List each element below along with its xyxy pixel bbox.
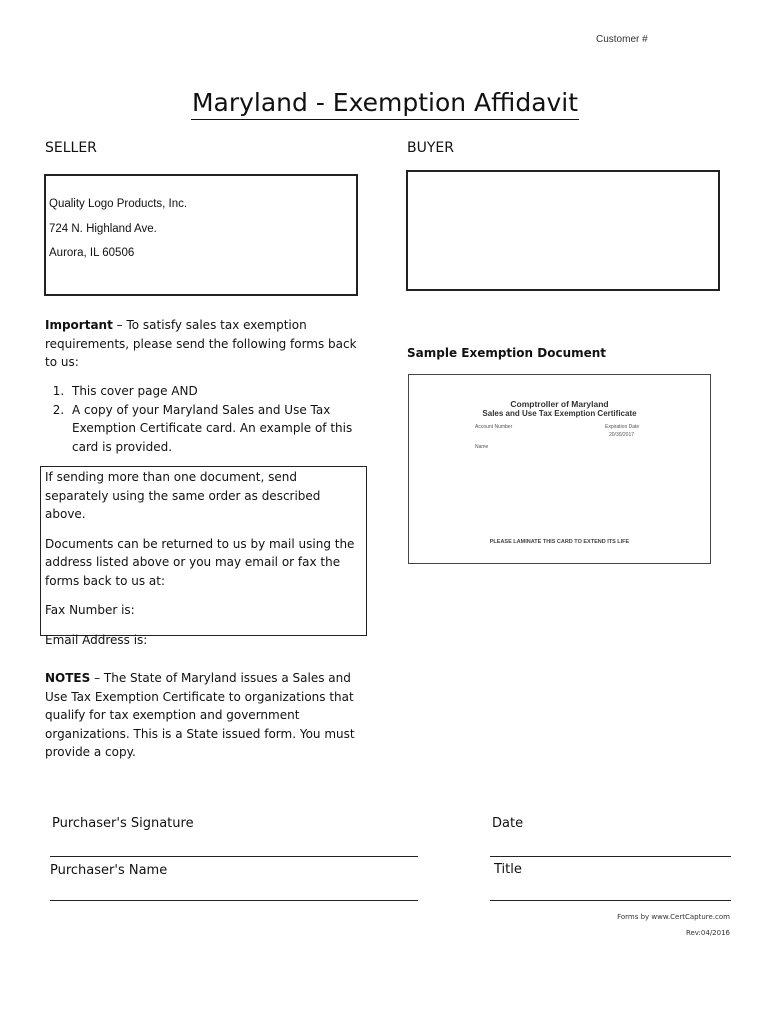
seller-line-street: 724 N. Highland Ave. <box>49 222 157 235</box>
sample-exemption-card <box>408 374 711 564</box>
return-methods-note: Documents can be returned to us by mail using the address listed above or you may email or fax the forms back to us at: <box>45 536 355 588</box>
purchaser-signature-label: Purchaser's Signature <box>52 816 194 831</box>
page-title-text: Maryland - Exemption Affidavit <box>191 88 579 120</box>
buyer-label: BUYER <box>407 140 454 156</box>
email-address-label: Email Address is: <box>45 632 148 647</box>
customer-number-label: Customer # <box>596 34 648 45</box>
purchaser-name-line[interactable] <box>50 900 418 901</box>
seller-line-company: Quality Logo Products, Inc. <box>49 198 188 210</box>
seller-address-box <box>44 174 358 296</box>
separate-documents-note: If sending more than one document, send separately using the same order as described above. <box>45 470 321 521</box>
card-laminate-notice: PLEASE LAMINATE THIS CARD TO EXTEND ITS LIFE <box>489 539 630 545</box>
purchaser-name-label: Purchaser's Name <box>50 863 168 878</box>
forms-by-credit: Forms by www.CertCapture.com <box>617 913 730 921</box>
important-lead: Important <box>45 318 113 332</box>
notes-lead: NOTES <box>45 671 91 685</box>
title-line[interactable] <box>490 900 731 901</box>
purchaser-signature-line[interactable] <box>50 856 418 857</box>
seller-label: SELLER <box>45 140 97 156</box>
revision-date: Rev:04/2016 <box>685 929 730 937</box>
important-paragraph <box>45 316 365 372</box>
sample-document-label: Sample Exemption Document <box>407 346 607 360</box>
return-instructions-box <box>40 466 367 647</box>
required-forms-list <box>40 382 362 456</box>
page-title <box>0 88 770 117</box>
card-name-label: Name <box>475 444 489 450</box>
card-title-line-2: Sales and Use Tax Exemption Certificate <box>482 409 637 418</box>
buyer-address-box[interactable] <box>406 170 720 291</box>
seller-line-city: Aurora, IL 60506 <box>49 247 135 259</box>
date-label: Date <box>492 816 524 831</box>
fax-number-label: Fax Number is: <box>45 603 135 617</box>
card-account-label: Account Number <box>475 424 513 430</box>
card-expiration-value: 20/30/2017 <box>609 432 635 438</box>
card-title-line-1: Comptroller of Maryland <box>510 399 609 409</box>
notes-paragraph <box>45 669 357 762</box>
notes-text: – The State of Maryland issues a Sales and Use Tax Exemption Certificate to organizations that qualify for tax exemption and government organizations. This is a State issued form. You must provide a copy. <box>45 671 355 759</box>
required-form-item: 2. A copy of your Maryland Sales and Use Tax Exemption Certificate card. An example of this card is provided. <box>68 401 362 457</box>
date-line[interactable] <box>490 856 731 857</box>
important-text: – To satisfy sales tax exemption requirements, please send the following forms back to us: <box>45 318 357 369</box>
card-expiration-label: Expiration Date <box>605 424 640 430</box>
seller-address <box>49 192 187 266</box>
required-form-item: 1. This cover page AND <box>68 382 362 401</box>
title-label: Title <box>494 862 522 877</box>
